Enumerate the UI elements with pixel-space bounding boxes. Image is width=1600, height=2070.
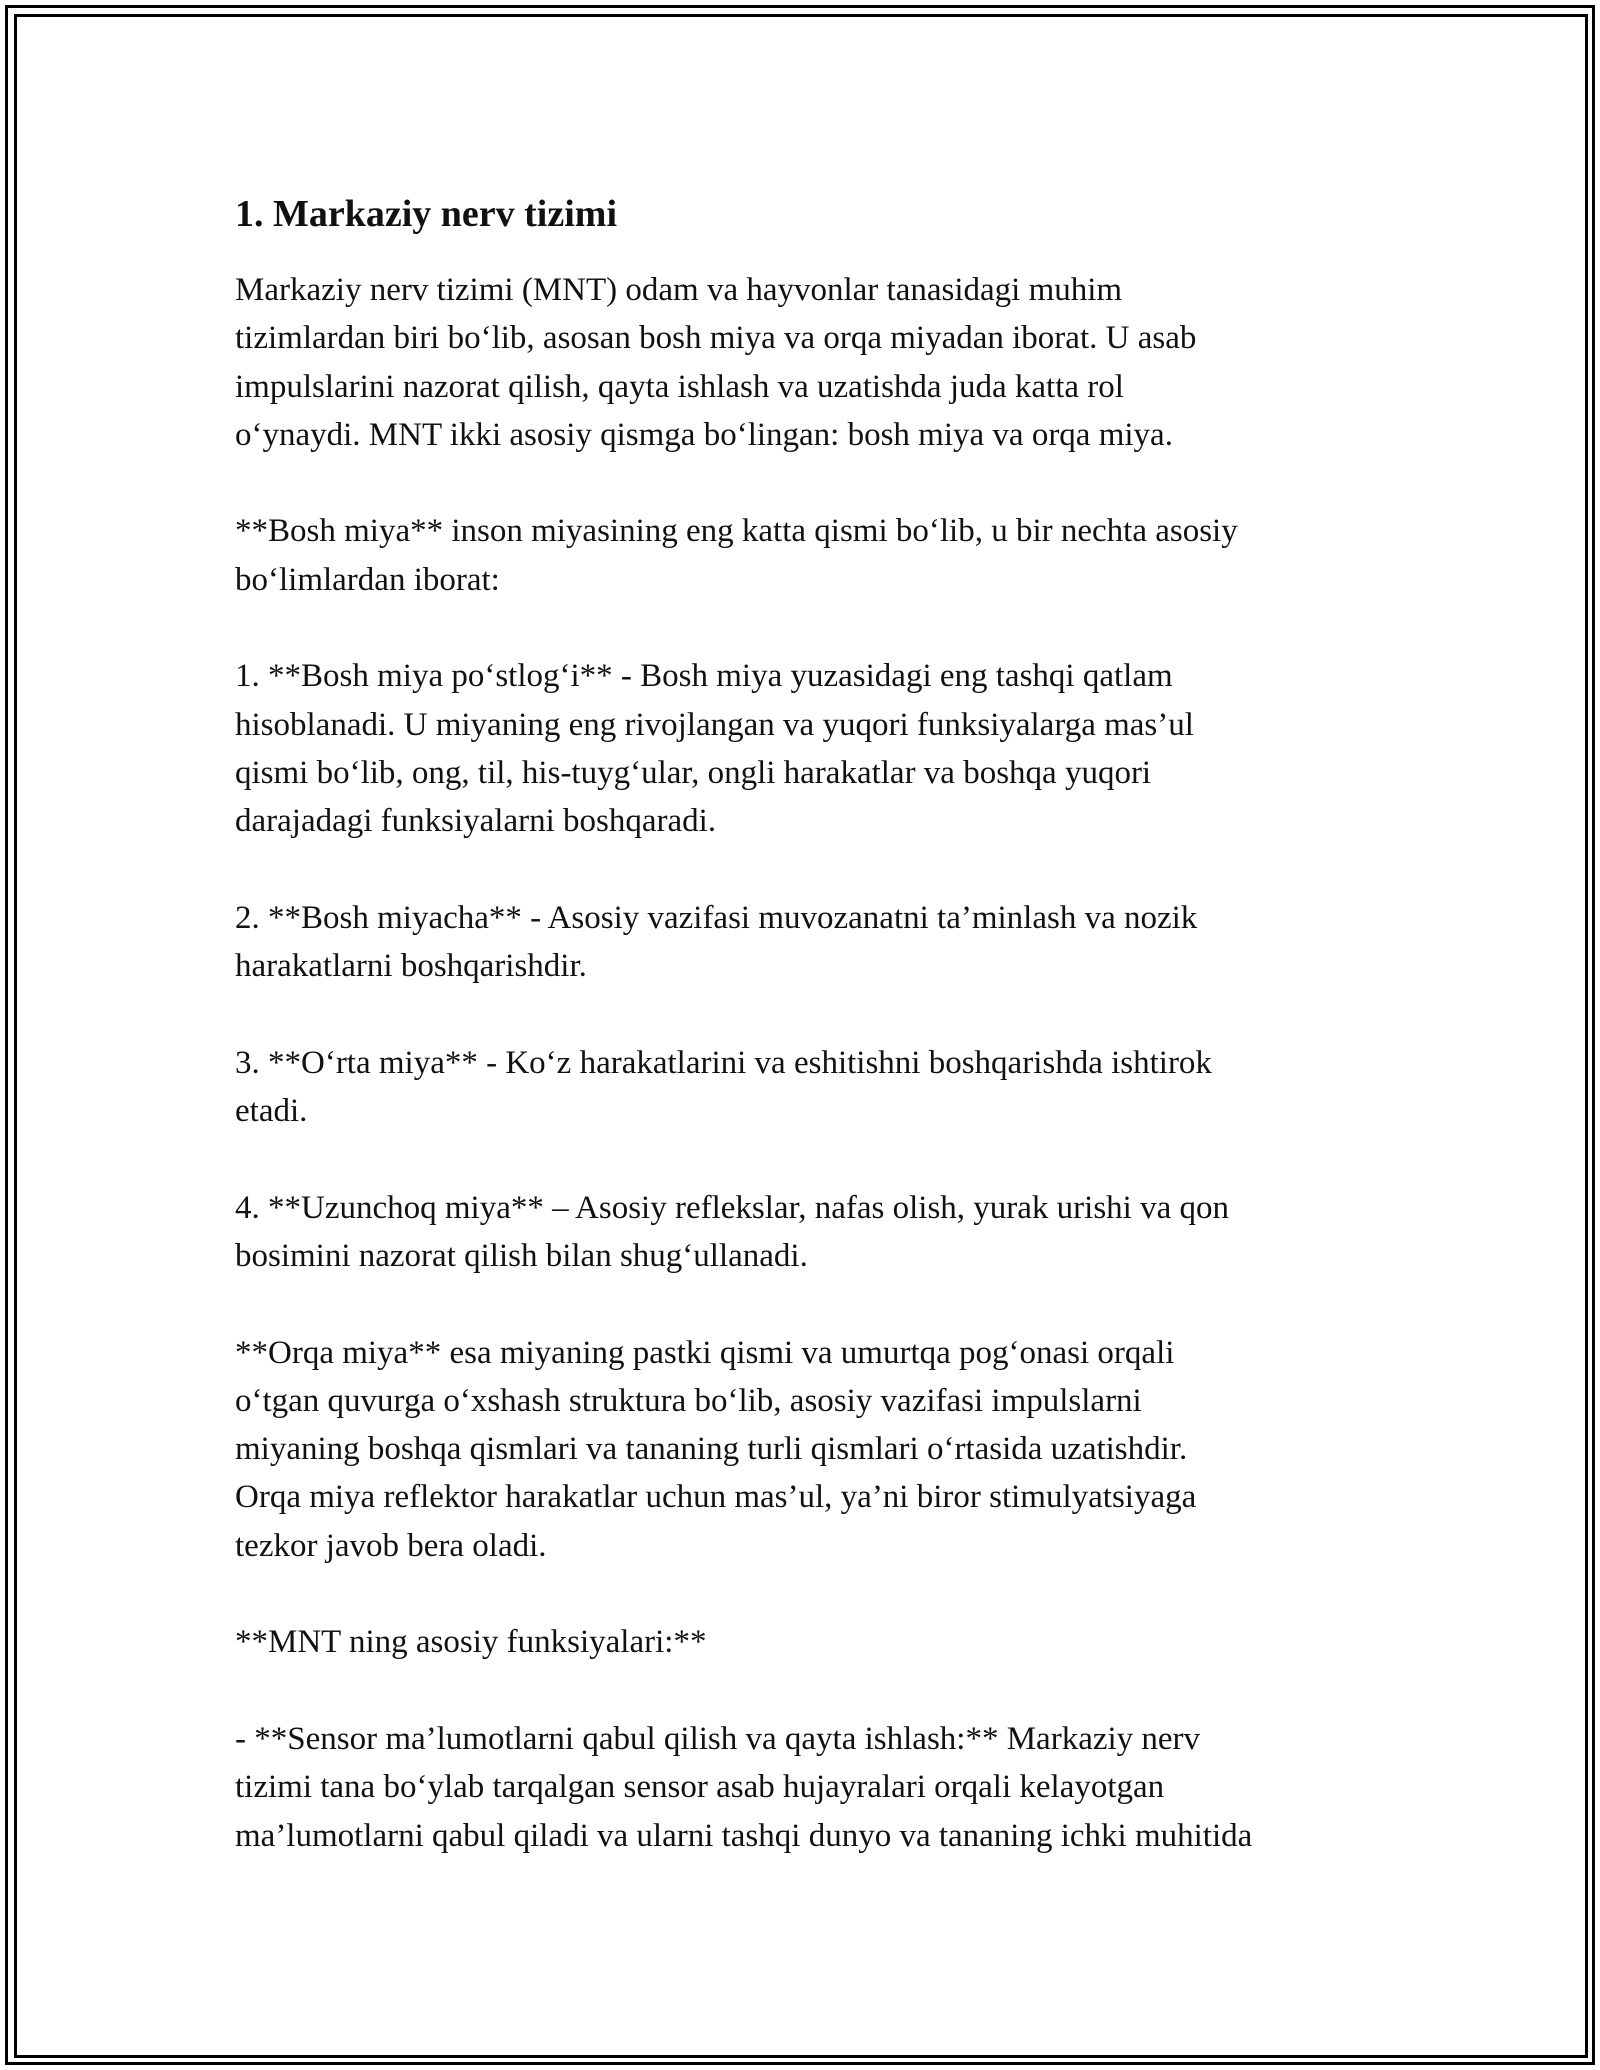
section-heading: 1. Markaziy nerv tizimi [235, 193, 618, 235]
paragraph-list [235, 266, 1385, 1860]
text-line: 4. **Uzunchoq miya** – Asosiy reflekslar, nafas olish, yurak urishi va qon [235, 1189, 1229, 1226]
text-line: ma’lumotlarni qabul qiladi va ularni tashqi dunyo va tananing ichki muhitida [235, 1817, 1253, 1854]
text-line: **Orqa miya** esa miyaning pastki qismi va umurtqa pog‘onasi orqali [235, 1334, 1175, 1371]
text-line: o‘ynaydi. MNT ikki asosiy qismga bo‘lingan: bosh miya va orqa miya. [235, 416, 1173, 453]
text-line: hisoblanadi. U miyaning eng rivojlangan va yuqori funksiyalarga mas’ul [235, 706, 1194, 743]
text-line: 1. **Bosh miya po‘stlog‘i** - Bosh miya yuzasidagi eng tashqi qatlam [235, 658, 1173, 695]
text-line: darajadagi funksiyalarni boshqaradi. [235, 803, 717, 840]
text-line: **MNT ning asosiy funksiyalari:** [235, 1624, 707, 1661]
text-line: qismi bo‘lib, ong, til, his-tuyg‘ular, ongli harakatlar va boshqa yuqori [235, 754, 1152, 791]
text-line: bosimini nazorat qilish bilan shug‘ullanadi. [235, 1237, 808, 1274]
text-line: Orqa miya reflektor harakatlar uchun mas’ul, ya’ni biror stimulyatsiyaga [235, 1479, 1197, 1516]
paragraph [235, 1329, 1385, 1570]
text-line: **Bosh miya** inson miyasining eng katta qismi bo‘lib, u bir nechta asosiy [235, 513, 1238, 550]
text-line: tizimi tana bo‘ylab tarqalgan sensor asab hujayralari orqali kelayotgan [235, 1769, 1165, 1806]
text-line: Markaziy nerv tizimi (MNT) odam va hayvonlar tanasidagi muhim [235, 272, 1123, 308]
document-body [235, 190, 1385, 1908]
text-line: miyaning boshqa qismlari va tananing turli qismlari o‘rtasida uzatishdir. [235, 1431, 1188, 1468]
text-line: impulslarini nazorat qilish, qayta ishlash va uzatishda juda katta rol [235, 368, 1124, 405]
text-line: 2. **Bosh miyacha** - Asosiy vazifasi muvozanatni ta’minlash va nozik [235, 899, 1198, 936]
text-line: harakatlarni boshqarishdir. [235, 948, 587, 985]
paragraph [235, 894, 1385, 991]
text-line: tizimlardan biri bo‘lib, asosan bosh miya va orqa miyadan iborat. U asab [235, 320, 1197, 357]
text-line: 3. **O‘rta miya** - Ko‘z harakatlarini va eshitishni boshqarishda ishtirok [235, 1044, 1212, 1081]
text-line: tezkor javob bera oladi. [235, 1527, 547, 1564]
text-line: bo‘limlardan iborat: [235, 561, 500, 598]
text-line: o‘tgan quvurga o‘xshash struktura bo‘lib, asosiy vazifasi impulslarni [235, 1382, 1142, 1419]
paragraph [235, 507, 1385, 604]
paragraph [235, 1039, 1385, 1136]
paragraph [235, 266, 1385, 459]
paragraph [235, 1715, 1385, 1860]
paragraph [235, 1618, 1385, 1666]
text-line: - **Sensor ma’lumotlarni qabul qilish va qayta ishlash:** Markaziy nerv [235, 1720, 1201, 1757]
paragraph [235, 1184, 1385, 1281]
paragraph [235, 652, 1385, 845]
text-line: etadi. [235, 1093, 308, 1130]
